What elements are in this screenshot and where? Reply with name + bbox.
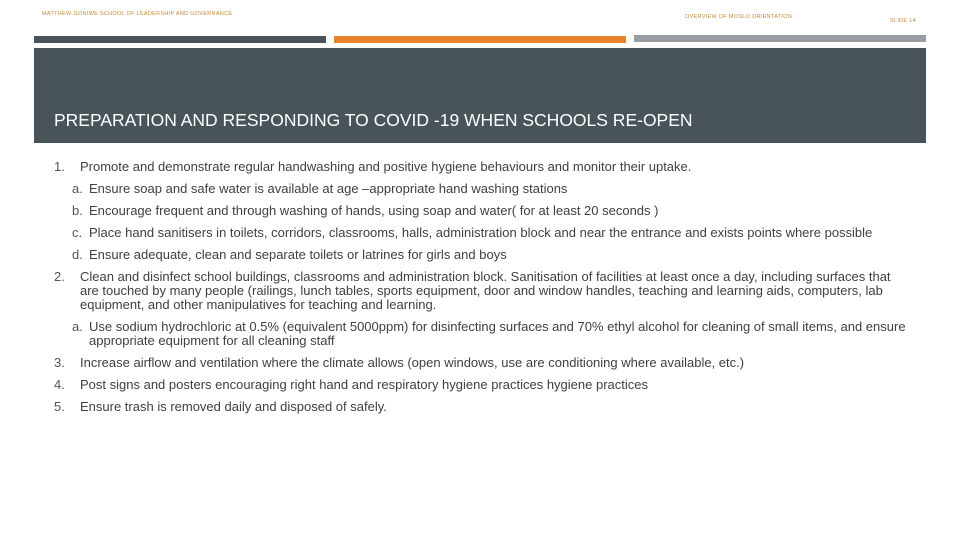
item-number: c.: [72, 225, 83, 240]
item-text: Place hand sanitisers in toilets, corridors, classrooms, halls, administration block and near the entrance and exists points where possible: [89, 225, 873, 240]
slide-content: [50, 152, 910, 422]
list-item: [50, 378, 910, 392]
sub-list-item: [50, 248, 910, 262]
item-number: a.: [72, 319, 83, 334]
title-band: [34, 48, 926, 143]
presentation-title: OVERVIEW OF MOSLO ORIENTATION: [685, 14, 793, 20]
item-text: Encourage frequent and through washing of hands, using soap and water( for at least 20 seconds ): [89, 203, 659, 218]
item-text: Post signs and posters encouraging right hand and respiratory hygiene practices hygiene practices: [80, 377, 649, 392]
list-item: [50, 160, 910, 174]
slide-number: SLIDE 14: [890, 18, 916, 24]
school-name: MATTHEW GONIWE SCHOOL OF LEADERSHIP AND GOVERNANCE: [42, 11, 233, 17]
item-number: 1.: [54, 159, 65, 174]
item-number: 2.: [54, 269, 65, 284]
slide-title: PREPARATION AND RESPONDING TO COVID -19 WHEN SCHOOLS RE-OPEN: [54, 110, 693, 130]
accent-bar-gray: [634, 35, 926, 42]
item-number: a.: [72, 181, 83, 196]
item-text: Increase airflow and ventilation where the climate allows (open windows, use are conditioning where available, etc.): [80, 355, 745, 370]
accent-bar-orange: [334, 36, 626, 43]
list-item: [50, 356, 910, 370]
sub-list-item: [50, 182, 910, 196]
item-text: Ensure trash is removed daily and disposed of safely.: [80, 399, 387, 414]
item-text: Ensure soap and safe water is available at age –appropriate hand washing stations: [89, 181, 568, 196]
list-item: [50, 400, 910, 414]
sub-list-item: [50, 226, 910, 240]
item-number: d.: [72, 247, 83, 262]
item-number: b.: [72, 203, 83, 218]
sub-list-item: [50, 204, 910, 218]
sub-list-item: [50, 320, 910, 348]
item-number: 3.: [54, 355, 65, 370]
accent-bar-dark: [34, 36, 326, 43]
item-text: Clean and disinfect school buildings, classrooms and administration block. Sanitisation of facilities at least once a day, including surfaces that are touched by many people (railings, lunch tables, sports equipment, door and window handles, teaching and learning aids, computers, lab equipment, and other manipulatives for teaching and learning.: [80, 269, 891, 312]
item-number: 4.: [54, 377, 65, 392]
item-text: Promote and demonstrate regular handwashing and positive hygiene behaviours and monitor their uptake.: [80, 159, 692, 174]
item-text: Ensure adequate, clean and separate toilets or latrines for girls and boys: [89, 247, 507, 262]
item-text: Use sodium hydrochloric at 0.5% (equivalent 5000ppm) for disinfecting surfaces and 70% ethyl alcohol for cleaning of small items, and ensure appropriate equipment for all cleaning staff: [89, 319, 906, 348]
list-item: [50, 270, 910, 312]
item-number: 5.: [54, 399, 65, 414]
